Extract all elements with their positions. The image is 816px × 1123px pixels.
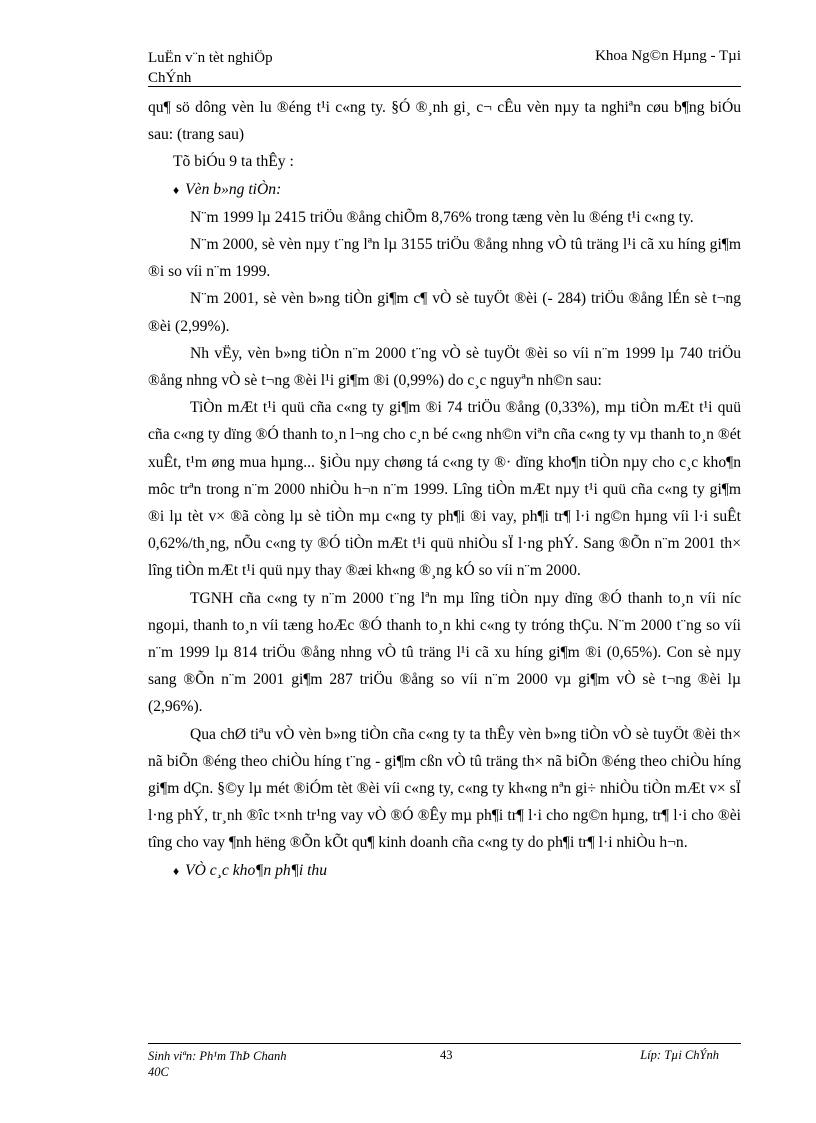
paragraph-intro: qu¶ sö dông vèn lu ®éng t¹i c«ng ty. §Ó ®¸nh gi¸ c¬ cÊu vèn nµy ta nghiªn cøu b¶ng biÓu sau: (trang sau) bbox=[148, 99, 741, 144]
paragraph-cash-on-hand: TiÒn mÆt t¹i quü cña c«ng ty gi¶m ®i 74 triÖu ®ång (0,33%), mµ tiÒn mÆt t¹i quü cña c«ng ty dïng ®Ó thanh to¸n l¬ng cho c¸n bé c«ng nh©n viªn cña c«ng ty vµ thanh to¸n ®ét xuÊt, t¹m øng mua hµng... §iÒu nµy chøng tá c«ng ty ®· dïng kho¶n tiÒn nµy cho c¸c kho¶n môc trªn trong n¨m 2000 nhiÒu h¬n n¨m 1999. Lîng tiÒn mÆt nµy t¹i quü cña c«ng ty gi¶m ®i lµ tèt v× ®ã còng lµ sè tiÒn mµ c«ng ty ph¶i ®i vay, ph¶i tr¶ l·i ng©n hµng víi l·i suÊt 0,62%/th¸ng, nÕu c«ng ty ®Ó tiÒn mÆt t¹i quü nhiÒu sÏ l·ng phÝ. Sang ®Õn n¨m 2001 th× lîng tiÒn mÆt t¹i quü nµy thay ®æi kh«ng ®¸ng kÓ so víi n¨m 2000. bbox=[148, 399, 741, 580]
paragraph-1999: N¨m 1999 lµ 2415 triÖu ®ång chiÕm 8,76% trong tæng vèn lu ®éng t¹i c«ng ty. bbox=[190, 208, 694, 226]
footer-student-class: 40C bbox=[148, 1065, 169, 1079]
section-heading-text: VÒ c¸c kho¶n ph¶i thu bbox=[185, 861, 328, 879]
page-header bbox=[148, 44, 741, 87]
diamond-bullet-icon: ♦ bbox=[173, 863, 180, 878]
paragraph-2001: N¨m 2001, sè vèn b»ng tiÒn gi¶m c¶ vÒ sè tuyÖt ®èi (- 284) triÖu ®ång lÉn sè t¬ng ®èi (2,99%). bbox=[148, 290, 741, 335]
page-footer bbox=[148, 1043, 741, 1079]
page-number: 43 bbox=[440, 1048, 453, 1062]
header-faculty: Khoa Ng©n Hµng - Tµi bbox=[595, 48, 741, 64]
paragraph-conclusion: Qua chØ tiªu vÒ vèn b»ng tiÒn cña c«ng ty ta thÊy vèn b»ng tiÒn vÒ sè tuyÖt ®èi th× nã biÕn ®éng theo chiÒu híng t¨ng - gi¶m cßn vÒ tû träng th× nã biÕn ®éng theo chiÒu híng gi¶m dÇn. §©y lµ mét ®iÓm tèt ®èi víi c«ng ty, c«ng ty kh«ng nªn gi÷ nhiÒu tiÒn mÆt v× sÏ l·ng phÝ, tr¸nh ®îc t×nh tr¹ng vay vÒ ®Ó ®Êy mµ ph¶i tr¶ l·i cho ng©n hµng, tr¶ l·i cho ®èi tîng cho vay ¶nh hëng ®Õn kÕt qu¶ kinh doanh cña c«ng ty do ph¶i tr¶ l·i nhiÒu h¬n. bbox=[148, 725, 741, 852]
paragraph-table-ref: Tõ biÓu 9 ta thÊy : bbox=[173, 153, 294, 171]
header-title-line2: ChÝnh bbox=[148, 70, 192, 86]
section-heading-text: Vèn b»ng tiÒn: bbox=[185, 180, 282, 198]
section-heading-receivables bbox=[148, 857, 741, 885]
paragraph-summary: Nh vËy, vèn b»ng tiÒn n¨m 2000 t¨ng vÒ sè tuyÖt ®èi so víi n¨m 1999 lµ 740 triÖu ®ång nhng vÒ sè t¬ng ®èi l¹i gi¶m ®i (0,99%) do c¸c nguyªn nh©n sau: bbox=[148, 344, 741, 390]
header-left bbox=[148, 48, 273, 88]
section-heading-cash bbox=[148, 176, 741, 204]
footer-student bbox=[148, 1048, 286, 1080]
footer-class: Líp: Tµi ChÝnh bbox=[640, 1048, 719, 1062]
header-title-line1: LuËn v¨n tèt nghiÖp bbox=[148, 50, 273, 66]
paragraph-bank-deposits: TGNH cña c«ng ty n¨m 2000 t¨ng lªn mµ lîng tiÒn nµy dïng ®Ó thanh to¸n víi níc ngoµi, thanh to¸n víi tæng hoÆc ®Ó thanh to¸n khi c«ng ty tróng thÇu. N¨m 2000 t¨ng so víi n¨m 1999 lµ 814 triÖu ®ång nhng vÒ tû träng l¹i cã xu híng gi¶m ®i (0,65%). Con sè nµy sang ®Õn n¨m 2001 gi¶m 287 triÖu ®ång so víi n¨m 2000 vµ gi¶m vÒ sè t¬ng ®èi lµ (2,96%). bbox=[148, 589, 741, 716]
page-body bbox=[148, 94, 741, 885]
footer-student-name: Sinh viªn: Ph¹m ThÞ Chanh bbox=[148, 1049, 287, 1063]
paragraph-2000: N¨m 2000, sè vèn nµy t¨ng lªn lµ 3155 triÖu ®ång nhng vÒ tû träng l¹i cã xu híng gi¶m ®i so víi n¨m 1999. bbox=[148, 236, 741, 281]
diamond-bullet-icon: ♦ bbox=[173, 182, 180, 197]
